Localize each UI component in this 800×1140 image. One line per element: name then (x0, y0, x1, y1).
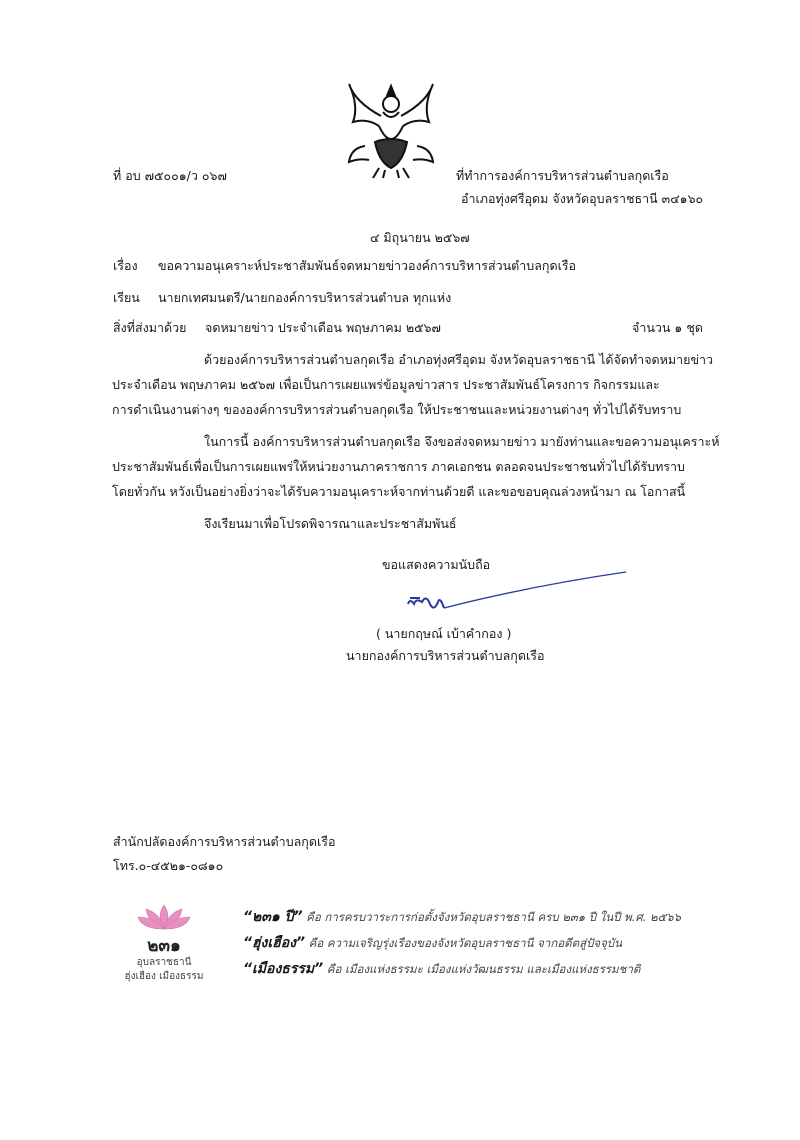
motto-2-key: “ฮุ่งเฮือง” (243, 935, 305, 951)
attachment-label: สิ่งที่ส่งมาด้วย (113, 320, 187, 335)
footer-telephone: โทร.๐-๔๕๒๑-๐๘๑๐ (113, 858, 224, 873)
paragraph-2-line-1: ในการนี้ องค์การบริหารส่วนตำบลกุดเรือ จึงขอส่งจดหมายข่าว มายังท่านและขอความอนุเคราะห์ (204, 434, 720, 449)
paragraph-1-line-2: ประจำเดือน พฤษภาคม ๒๕๖๗ เพื่อเป็นการเผยแพร่ข้อมูลข่าวสาร ประชาสัมพันธ์โครงการ กิจกรรมและ (112, 377, 660, 392)
logo-line-1: อุบลราชธานี (136, 957, 192, 968)
attachment-quantity: จำนวน ๑ ชุด (632, 320, 703, 335)
motto-2-text: คือ ความเจริญรุ่งเรืองของจังหวัดอุบลราชธานี จากอดีตสู่ปัจจุบัน (308, 936, 623, 950)
motto-3-text: คือ เมืองแห่งธรรมะ เมืองแห่งวัฒนธรรม และเมืองแห่งธรรมชาติ (326, 962, 641, 976)
subject-text: ขอความอนุเคราะห์ประชาสัมพันธ์จดหมายข่าวองค์การบริหารส่วนตำบลกุดเรือ (158, 258, 577, 273)
attachment-text: จดหมายข่าว ประจำเดือน พฤษภาคม ๒๕๖๗ (205, 320, 441, 335)
subject-label: เรื่อง (113, 258, 138, 273)
motto-line-3 (243, 958, 640, 980)
recipient-text: นายกเทศมนตรี/นายกองค์การบริหารส่วนตำบล ทุกแห่ง (158, 290, 452, 305)
letter-date: ๔ มิถุนายน ๒๕๖๗ (370, 230, 470, 245)
signatory-position: นายกองค์การบริหารส่วนตำบลกุดเรือ (346, 648, 545, 663)
motto-line-1 (243, 906, 681, 928)
recipient-label: เรียน (113, 290, 140, 305)
office-address-line1: ที่ทำการองค์การบริหารส่วนตำบลกุดเรือ (456, 168, 669, 183)
motto-1-text: คือ การครบวาระการก่อตั้งจังหวัดอุบลราชธานี ครบ ๒๓๑ ปี ในปี พ.ศ. ๒๕๖๖ (306, 910, 681, 924)
office-address-line2: อำเภอทุ่งศรีอุดม จังหวัดอุบลราชธานี ๓๔๑๖๐ (461, 191, 704, 206)
paragraph-3: จึงเรียนมาเพื่อโปรดพิจารณาและประชาสัมพันธ์ (204, 516, 457, 531)
closing-regards: ขอแสดงความนับถือ (382, 557, 491, 572)
logo-line-2: ฮุ่งเฮือง เมืองธรรม (124, 971, 204, 982)
motto-1-key: “๒๓๑ ปี” (243, 909, 303, 925)
paragraph-2-line-2: ประชาสัมพันธ์เพื่อเป็นการเผยแพร่ให้หน่วยงานภาคราชการ ภาคเอกชน ตลอดจนประชาชนทั่วไปได้รับทราบ (112, 459, 685, 474)
paragraph-2-line-3: โดยทั่วกัน หวังเป็นอย่างยิ่งว่าจะได้รับความอนุเคราะห์จากท่านด้วยดี และขอขอบคุณล่วงหน้ามา ณ โอกาสนี้ (112, 484, 686, 499)
signature (400, 568, 630, 618)
motto-3-key: “เมืองธรรม” (243, 961, 324, 977)
paragraph-1-line-3: การดำเนินงานต่างๆ ขององค์การบริหารส่วนตำบลกุดเรือ ให้ประชาชนและหน่วยงานต่างๆ ทั่วไปได้รับทราบ (112, 402, 682, 417)
signatory-name: ( นายกฤษณ์ เบ้าคำกอง ) (376, 626, 512, 641)
garuda-emblem (345, 82, 437, 180)
footer-office: สำนักปลัดองค์การบริหารส่วนตำบลกุดเรือ (113, 834, 336, 849)
lotus-icon (136, 903, 192, 931)
paragraph-1-line-1: ด้วยองค์การบริหารส่วนตำบลกุดเรือ อำเภอทุ่งศรีอุดม จังหวัดอุบลราชธานี ได้จัดทำจดหมายข่าว (204, 352, 714, 367)
logo-number: ๒๓๑ (147, 936, 181, 956)
reference-number: ที่ อบ ๗๕๐๐๑/ว ๐๖๗ (113, 168, 227, 183)
motto-line-2 (243, 932, 622, 954)
